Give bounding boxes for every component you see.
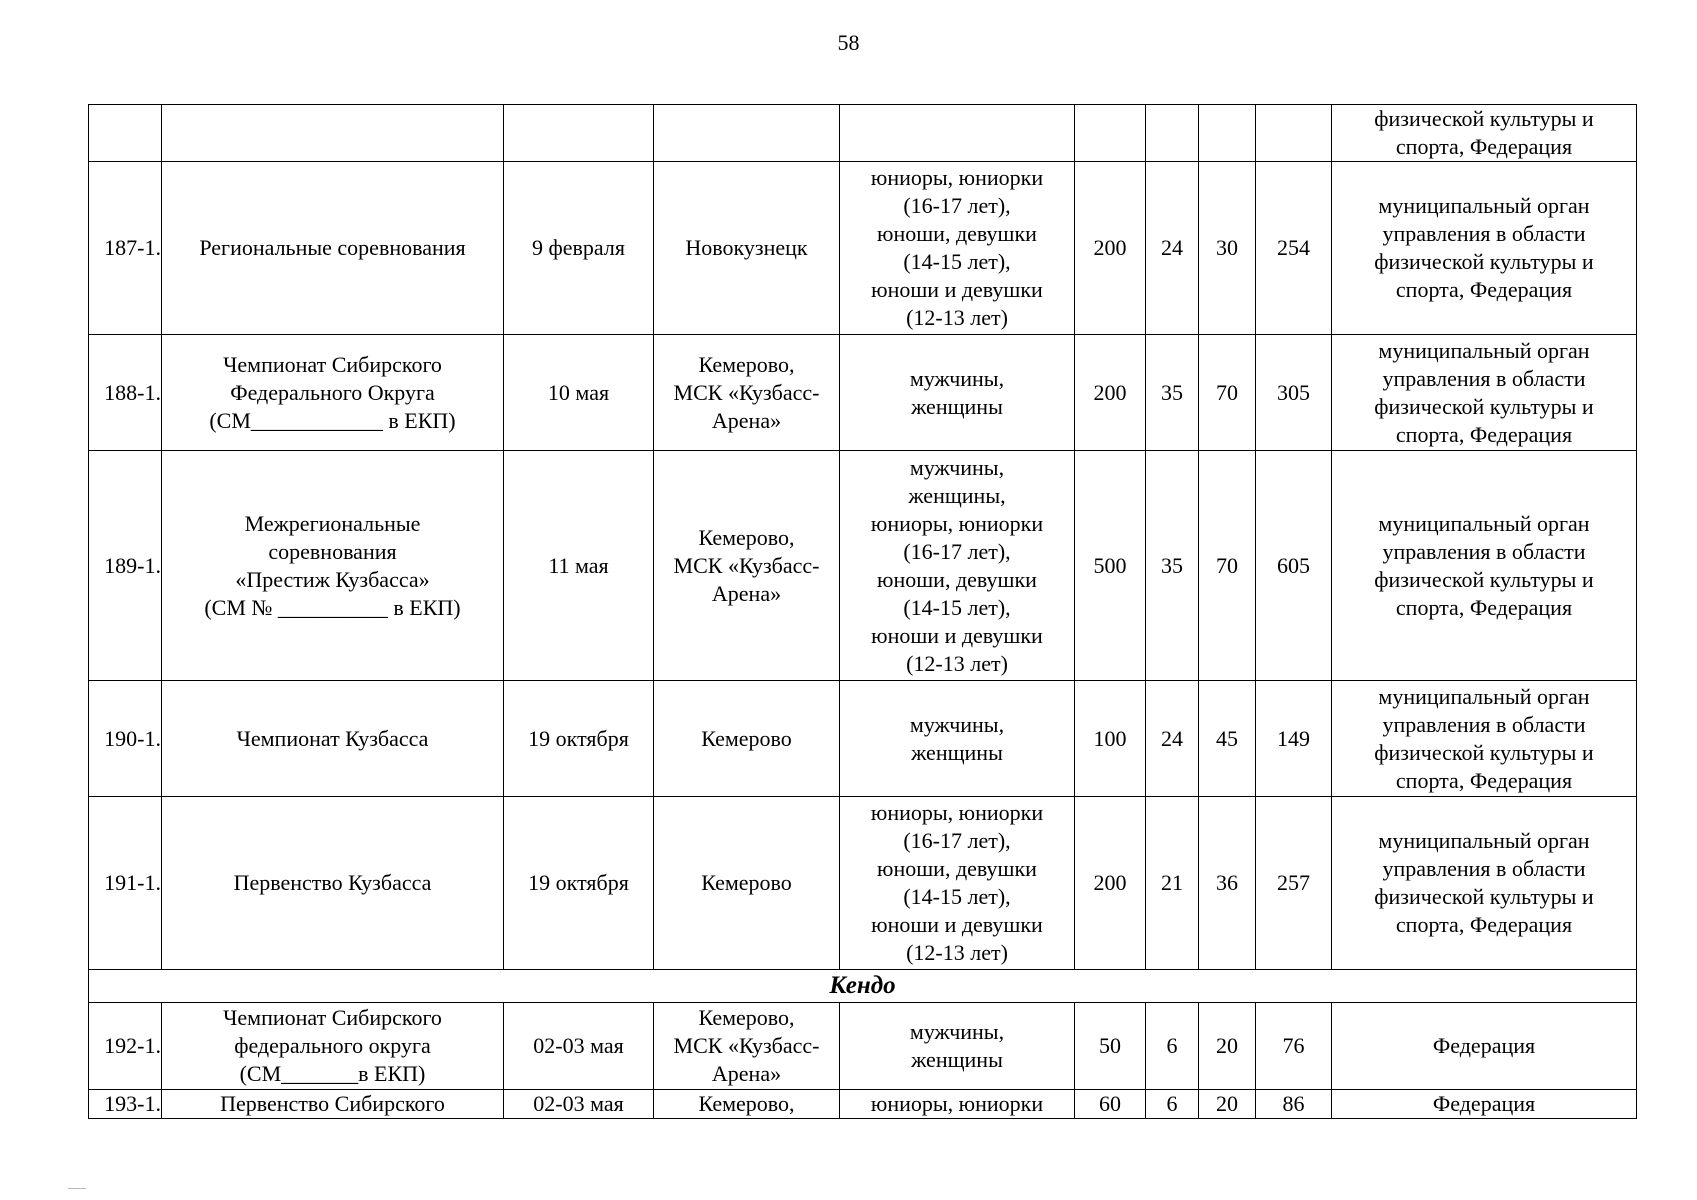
organizer-cell <box>1332 797 1637 970</box>
organizer-line: спорта, Федерация <box>1395 277 1573 302</box>
scan-mark <box>68 1188 86 1192</box>
organizer-line: муниципальный орган <box>1378 337 1590 363</box>
participants-line: юноши и девушки <box>871 912 1043 937</box>
event-name-cell <box>162 335 504 451</box>
organizer-line: спорта, Федерация <box>1395 421 1573 447</box>
participants-line: (14-15 лет), <box>903 249 1011 274</box>
cell-empty <box>1256 105 1332 162</box>
count-1-cell: 100 <box>1075 681 1146 797</box>
count-2-cell: 21 <box>1146 797 1199 970</box>
place-cell <box>654 451 840 681</box>
event-name-cell <box>162 451 504 681</box>
organizer-line: управления в области <box>1382 856 1586 881</box>
participants-line: юноши, девушки <box>877 856 1037 881</box>
participants-line: (12-13 лет) <box>906 650 1008 676</box>
organizer-line: спорта, Федерация <box>1395 767 1573 793</box>
participants-line: (16-17 лет), <box>903 538 1011 564</box>
events-table <box>88 104 1637 1119</box>
cell-empty <box>654 105 840 162</box>
count-1-cell: 60 <box>1075 1090 1146 1119</box>
event-name-line: Региональные соревнования <box>199 235 466 260</box>
place-cell <box>654 335 840 451</box>
participants-line: (14-15 лет), <box>903 594 1011 620</box>
place-line: Кемерово, <box>698 524 795 550</box>
number-cell: 188-1. <box>89 335 162 451</box>
participants-line: юноши и девушки <box>871 277 1043 302</box>
total-cell: 254 <box>1256 162 1332 335</box>
total-cell: 86 <box>1256 1090 1332 1119</box>
count-2-cell: 35 <box>1146 451 1199 681</box>
place-line: Кемерово <box>701 870 792 895</box>
count-3-cell: 70 <box>1199 451 1256 681</box>
organizer-line: физической культуры и <box>1374 393 1594 419</box>
organizer-line: муниципальный орган <box>1378 510 1590 536</box>
event-name-line: Чемпионат Сибирского <box>223 351 442 377</box>
participants-line: юноши, девушки <box>877 566 1037 592</box>
cell-empty <box>1075 105 1146 162</box>
organizer-line: управления в области <box>1382 365 1586 391</box>
number-cell: 192-1. <box>89 1003 162 1090</box>
organizer-line: спорта, Федерация <box>1395 594 1573 620</box>
section-title: Кендо <box>89 970 1637 1003</box>
count-1-cell: 200 <box>1075 335 1146 451</box>
section-row <box>89 970 1637 1003</box>
place-cell <box>654 1003 840 1090</box>
cell-empty <box>162 105 504 162</box>
participants-line: юноши и девушки <box>871 622 1043 648</box>
place-line: Новокузнецк <box>685 235 808 260</box>
participants-line: юниоры, юниорки <box>870 800 1044 825</box>
event-name-line: «Престиж Кузбасса» <box>235 566 430 592</box>
event-name-line: соревнования <box>268 538 397 564</box>
date-cell: 02-03 мая <box>504 1003 654 1090</box>
organizer-line: спорта, Федерация <box>1395 134 1573 159</box>
date-cell: 19 октября <box>504 797 654 970</box>
participants-cell <box>840 681 1075 797</box>
participants-cell <box>840 1090 1075 1119</box>
count-1-cell: 200 <box>1075 797 1146 970</box>
event-name-cell <box>162 1090 504 1119</box>
continuation-row <box>89 105 1637 162</box>
event-name-line: федерального округа <box>234 1033 431 1058</box>
place-line: Арена» <box>711 1061 782 1086</box>
event-name-line: (СМ № __________ в ЕКП) <box>204 594 461 620</box>
table-row <box>89 797 1637 970</box>
organizer-line: Федерация <box>1432 1033 1536 1058</box>
count-3-cell: 45 <box>1199 681 1256 797</box>
event-name-line: Федерального Округа <box>230 379 435 405</box>
participants-cell <box>840 162 1075 335</box>
total-cell: 305 <box>1256 335 1332 451</box>
table-row <box>89 451 1637 681</box>
participants-line: (12-13 лет) <box>906 305 1008 330</box>
participants-line: (16-17 лет), <box>903 193 1011 218</box>
organizer-line: физической культуры и <box>1374 566 1594 592</box>
place-line: МСК «Кузбасс- <box>673 552 820 578</box>
participants-cell <box>840 797 1075 970</box>
event-name-line: Чемпионат Сибирского <box>223 1005 442 1030</box>
count-3-cell: 36 <box>1199 797 1256 970</box>
date-cell: 19 октября <box>504 681 654 797</box>
cell-empty <box>89 105 162 162</box>
place-line: Кемерово <box>701 725 792 751</box>
event-name-line: (СМ____________ в ЕКП) <box>209 407 456 433</box>
organizer-cell <box>1332 681 1637 797</box>
place-line: МСК «Кузбасс- <box>673 379 820 405</box>
organizer-cell <box>1332 335 1637 451</box>
event-name-line: Чемпионат Кузбасса <box>236 725 429 751</box>
event-name-line: Первенство Сибирского <box>220 1091 445 1116</box>
table-row <box>89 681 1637 797</box>
date-cell: 02-03 мая <box>504 1090 654 1119</box>
organizer-line: управления в области <box>1382 221 1586 246</box>
number-cell: 191-1. <box>89 797 162 970</box>
event-name-cell <box>162 162 504 335</box>
total-cell: 257 <box>1256 797 1332 970</box>
participants-line: мужчины, <box>909 365 1005 391</box>
participants-line: юноши, девушки <box>877 221 1037 246</box>
number-cell: 193-1. <box>89 1090 162 1119</box>
place-cell <box>654 1090 840 1119</box>
participants-line: женщины <box>911 393 1003 419</box>
participants-line: юниоры, юниорки <box>870 1091 1044 1116</box>
organizer-cell <box>1332 105 1637 162</box>
place-line: МСК «Кузбасс- <box>673 1033 820 1058</box>
count-2-cell: 6 <box>1146 1090 1199 1119</box>
place-line: Арена» <box>711 580 782 606</box>
number-cell: 189-1. <box>89 451 162 681</box>
date-cell: 11 мая <box>504 451 654 681</box>
organizer-line: спорта, Федерация <box>1395 912 1573 937</box>
place-cell <box>654 162 840 335</box>
count-1-cell: 50 <box>1075 1003 1146 1090</box>
participants-line: женщины <box>911 1047 1003 1072</box>
participants-cell <box>840 1003 1075 1090</box>
organizer-line: муниципальный орган <box>1378 193 1590 218</box>
participants-line: женщины <box>911 739 1003 765</box>
participants-line: женщины, <box>908 482 1006 508</box>
participants-line: (12-13 лет) <box>906 940 1008 965</box>
organizer-line: физической культуры и <box>1374 739 1594 765</box>
participants-line: юниоры, юниорки <box>870 165 1044 190</box>
organizer-line: Федерация <box>1432 1091 1536 1116</box>
table-row <box>89 335 1637 451</box>
event-name-line: Первенство Кузбасса <box>233 870 432 895</box>
total-cell: 149 <box>1256 681 1332 797</box>
organizer-cell <box>1332 1090 1637 1119</box>
event-name-line: (СМ_______в ЕКП) <box>239 1061 426 1086</box>
organizer-line: физической культуры и <box>1374 884 1594 909</box>
total-cell: 605 <box>1256 451 1332 681</box>
participants-line: мужчины, <box>909 454 1005 480</box>
organizer-line: физической культуры и <box>1374 249 1594 274</box>
cell-empty <box>504 105 654 162</box>
organizer-line: физической культуры и <box>1374 106 1594 131</box>
place-cell <box>654 797 840 970</box>
place-line: Кемерово, <box>698 1091 795 1116</box>
organizer-line: управления в области <box>1382 538 1586 564</box>
count-1-cell: 200 <box>1075 162 1146 335</box>
place-cell <box>654 681 840 797</box>
number-cell: 190-1. <box>89 681 162 797</box>
event-name-cell <box>162 1003 504 1090</box>
organizer-cell <box>1332 1003 1637 1090</box>
count-3-cell: 20 <box>1199 1090 1256 1119</box>
count-2-cell: 35 <box>1146 335 1199 451</box>
place-line: Кемерово, <box>698 351 795 377</box>
count-2-cell: 24 <box>1146 681 1199 797</box>
table-row <box>89 1003 1637 1090</box>
page-number: 58 <box>837 30 860 55</box>
participants-line: (16-17 лет), <box>903 828 1011 853</box>
count-3-cell: 20 <box>1199 1003 1256 1090</box>
table-row <box>89 162 1637 335</box>
place-line: Арена» <box>711 407 782 433</box>
participants-cell <box>840 451 1075 681</box>
cell-empty <box>1199 105 1256 162</box>
date-cell: 9 февраля <box>504 162 654 335</box>
participants-cell <box>840 335 1075 451</box>
event-name-cell <box>162 797 504 970</box>
number-cell: 187-1. <box>89 162 162 335</box>
count-3-cell: 30 <box>1199 162 1256 335</box>
count-2-cell: 24 <box>1146 162 1199 335</box>
cell-empty <box>1146 105 1199 162</box>
organizer-line: муниципальный орган <box>1378 828 1590 853</box>
count-1-cell: 500 <box>1075 451 1146 681</box>
organizer-cell <box>1332 451 1637 681</box>
participants-line: (14-15 лет), <box>903 884 1011 909</box>
participants-line: юниоры, юниорки <box>870 510 1044 536</box>
date-cell: 10 мая <box>504 335 654 451</box>
place-line: Кемерово, <box>698 1005 795 1030</box>
organizer-line: муниципальный орган <box>1378 683 1590 709</box>
total-cell: 76 <box>1256 1003 1332 1090</box>
participants-line: мужчины, <box>909 711 1005 737</box>
count-3-cell: 70 <box>1199 335 1256 451</box>
table-row <box>89 1090 1637 1119</box>
participants-line: мужчины, <box>909 1019 1005 1044</box>
organizer-cell <box>1332 162 1637 335</box>
cell-empty <box>840 105 1075 162</box>
count-2-cell: 6 <box>1146 1003 1199 1090</box>
event-name-cell <box>162 681 504 797</box>
event-name-line: Межрегиональные <box>244 510 421 536</box>
organizer-line: управления в области <box>1382 711 1586 737</box>
